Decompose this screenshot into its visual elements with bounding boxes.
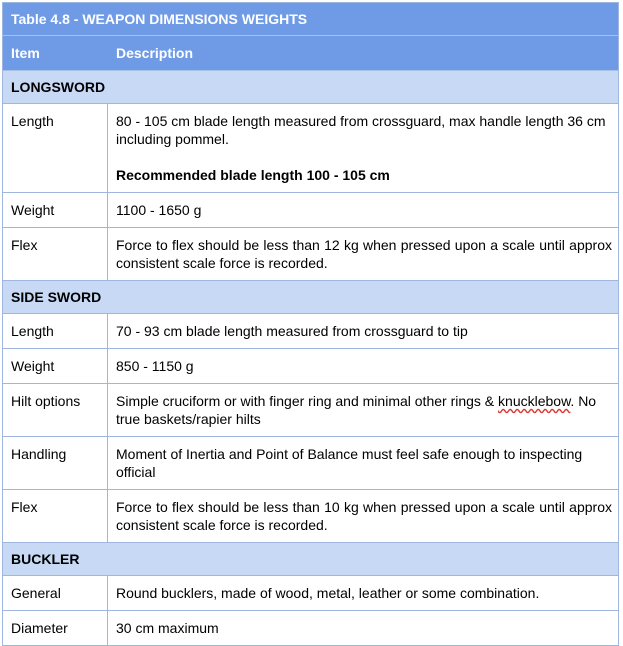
row-label: Length [3,314,108,348]
section-longsword: LONGSWORD [3,71,618,104]
header-item: Item [11,45,40,61]
row-description: 850 - 1150 g [116,358,194,374]
table-row [3,437,618,490]
row-description: 70 - 93 cm blade length measured from crossguard to tip [116,323,468,339]
row-description [108,104,618,192]
row-label: Diameter [3,611,108,645]
table-row [3,314,618,349]
row-description: 30 cm maximum [116,620,219,636]
table-row [3,104,618,193]
row-label: General [3,576,108,610]
table-header-row [3,36,618,71]
row-label: Length [3,104,108,192]
section-buckler: BUCKLER [3,543,618,576]
table-row [3,384,618,437]
hilt-text-end: . No true baskets/rapier hilts [116,393,597,427]
table-row [3,611,618,645]
row-label: Handling [3,437,108,489]
longsword-recommended-text: Recommended blade length 100 - 105 cm [116,167,390,183]
longsword-length-text: 80 - 105 cm blade length measured from crossguard, max handle length 36 cm including pommel. [116,113,606,147]
row-label: Weight [3,349,108,383]
row-label: Flex [3,228,108,280]
table-row [3,490,618,543]
table-title: Table 4.8 - WEAPON DIMENSIONS WEIGHTS [3,3,618,36]
row-description: Round bucklers, made of wood, metal, leather or some combination. [116,585,540,601]
table-row [3,228,618,281]
hilt-text-start: Simple cruciform or with finger ring and minimal other rings & [116,393,499,409]
row-description: Force to flex should be less than 12 kg when pressed upon a scale until approx consistent scale force is recorded. [116,237,612,271]
row-label: Weight [3,193,108,227]
weapon-dimensions-table [2,2,619,646]
row-description: Moment of Inertia and Point of Balance must feel safe enough to inspecting official [116,446,583,480]
spellcheck-word: knucklebow [498,393,571,409]
table-row [3,576,618,611]
row-label: Flex [3,490,108,542]
row-description [108,384,618,436]
table-row [3,193,618,228]
section-side-sword: SIDE SWORD [3,281,618,314]
table-row [3,349,618,384]
row-description: 1100 - 1650 g [116,202,202,218]
row-description: Force to flex should be less than 10 kg when pressed upon a scale until approx consistent scale force is recorded. [116,499,612,533]
row-label: Hilt options [3,384,108,436]
header-description: Description [116,45,194,61]
